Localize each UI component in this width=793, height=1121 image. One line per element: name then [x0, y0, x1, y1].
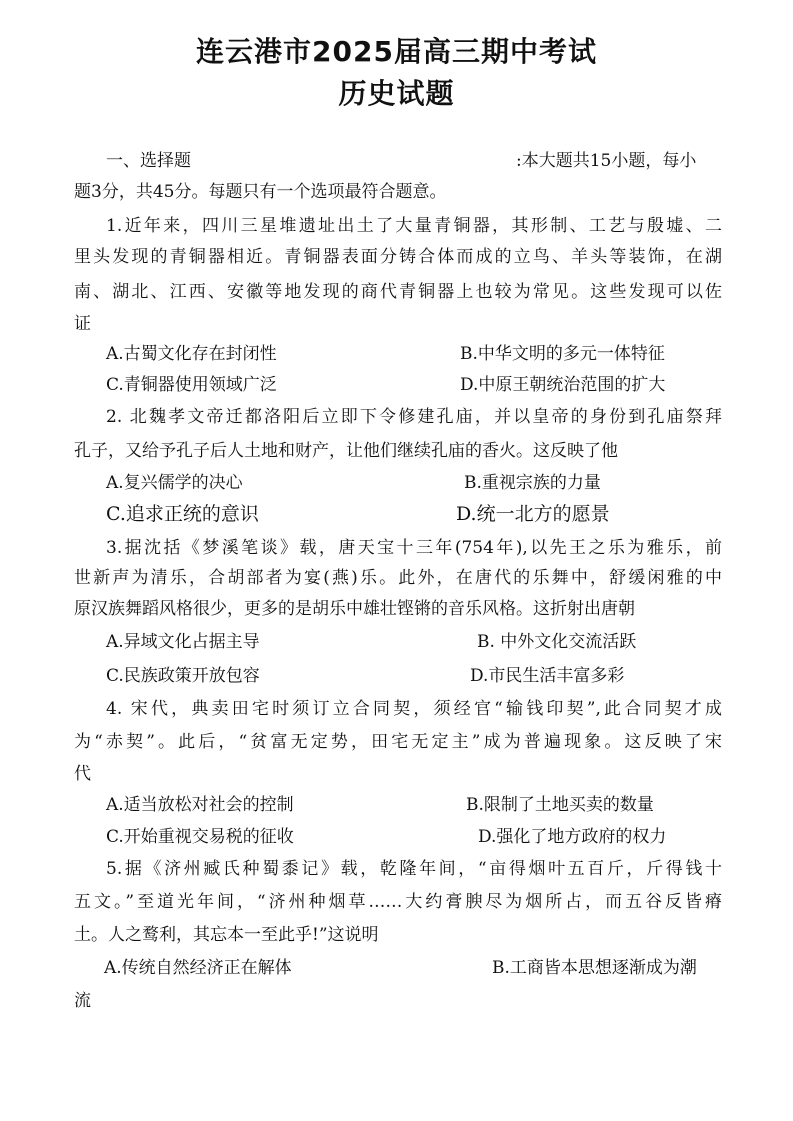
- question-4-line: 为“赤契”。此后，“贫富无定势，田宅无定主”成为普遍现象。这反映了宋: [74, 732, 722, 752]
- section-note-cont: 题3分，共45分。每题只有一个选项最符合题意。: [74, 182, 447, 202]
- question-2-line: 孔子，又给予孔子后人土地和财产，让他们继续孔庙的香火。这反映了他: [74, 441, 618, 461]
- question-4-option-c[interactable]: C.开始重视交易税的征收: [106, 827, 294, 847]
- section-heading: 一、选择题: [106, 151, 191, 171]
- question-5-line: 土。人之鹜利，其忘本一至此乎!”这说明: [74, 925, 379, 945]
- question-1-option-d[interactable]: D.中原王朝统治范围的扩大: [460, 375, 666, 395]
- question-2-option-a[interactable]: A.复兴儒学的决心: [106, 473, 243, 493]
- question-3-line: 原汉族舞蹈风格很少，更多的是胡乐中雄壮铿锵的音乐风格。这折射出唐朝: [74, 599, 635, 619]
- question-3-option-d[interactable]: D.市民生活丰富多彩: [470, 666, 625, 686]
- question-2-option-b[interactable]: B.重视宗族的力量: [464, 473, 601, 493]
- question-4-option-d[interactable]: D.强化了地方政府的权力: [478, 827, 667, 847]
- question-5-option-b-cont: 流: [74, 991, 91, 1011]
- question-3-line: 3.据沈括《梦溪笔谈》载，唐天宝十三年(754年),以先王之乐为雅乐，前: [106, 538, 722, 558]
- question-3-option-a[interactable]: A.异域文化占据主导: [106, 632, 260, 652]
- question-1-option-a[interactable]: A.古蜀文化存在封闭性: [106, 344, 277, 364]
- question-3-line: 世新声为清乐，合胡部者为宴(燕)乐。此外，在唐代的乐舞中，舒缓闲雅的中: [74, 568, 722, 588]
- question-4-line: 代: [74, 764, 91, 784]
- question-5-line: 5.据《济州臧氏种蜀黍记》载，乾隆年间，“亩得烟叶五百斤，斤得钱十: [106, 859, 722, 879]
- page-title: 连云港市2025届高三期中考试: [196, 35, 597, 68]
- section-note: :本大题共15小题，每小: [516, 151, 697, 171]
- question-1-line: 证: [74, 314, 91, 334]
- page-subtitle: 历史试题: [338, 77, 455, 110]
- question-1-option-b[interactable]: B.中华文明的多元一体特征: [460, 344, 665, 364]
- question-2-option-d[interactable]: D.统一北方的愿景: [456, 503, 610, 525]
- question-1-option-c[interactable]: C.青铜器使用领域广泛: [106, 375, 277, 395]
- question-5-option-b[interactable]: B.工商皆本思想逐渐成为潮: [492, 958, 697, 978]
- question-1-line: 南、湖北、江西、安徽等地发现的商代青铜器上也较为常见。这些发现可以佐: [74, 282, 722, 302]
- question-2-line: 2. 北魏孝文帝迁都洛阳后立即下令修建孔庙，并以皇帝的身份到孔庙祭拜: [106, 407, 722, 427]
- question-4-option-b[interactable]: B.限制了土地买卖的数量: [466, 795, 654, 815]
- question-4-line: 4. 宋代，典卖田宅时须订立合同契，须经官“输钱印契”,此合同契才成: [106, 699, 722, 719]
- question-1-line: 里头发现的青铜器相近。青铜器表面分铸合体而成的立鸟、羊头等装饰，在湖: [74, 247, 722, 267]
- question-5-option-a[interactable]: A.传统自然经济正在解体: [104, 958, 292, 978]
- question-2-option-c[interactable]: C.追求正统的意识: [106, 503, 259, 525]
- question-3-option-b[interactable]: B. 中外文化交流活跃: [477, 632, 637, 652]
- question-1-line: 1.近年来，四川三星堆遗址出土了大量青铜器，其形制、工艺与殷墟、二: [106, 216, 722, 236]
- question-4-option-a[interactable]: A.适当放松对社会的控制: [106, 795, 294, 815]
- question-5-line: 五文。”至道光年间，“济州种烟草……大约膏腴尽为烟所占，而五谷反皆瘠: [74, 892, 722, 912]
- question-3-option-c[interactable]: C.民族政策开放包容: [106, 666, 260, 686]
